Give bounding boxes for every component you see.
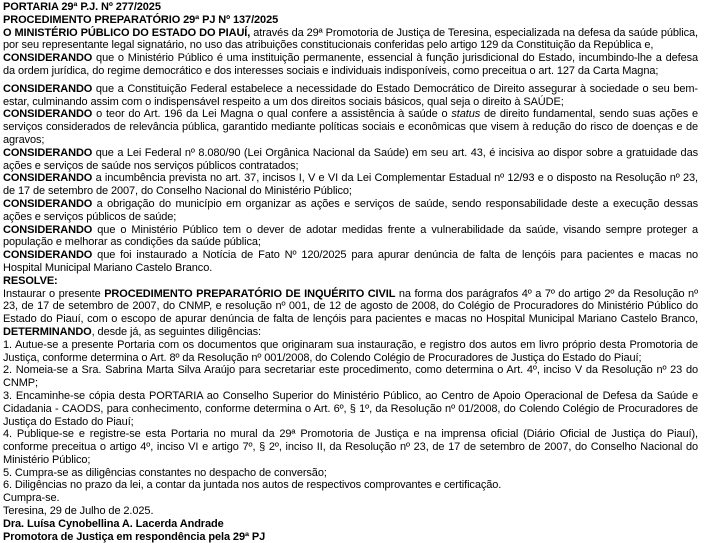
text-run: Cumpra-se. bbox=[3, 492, 60, 505]
paragraph bbox=[3, 52, 698, 78]
text-run: a incumbência prevista no art. 37, incisos I, V e VI da Lei Complementar Estadual nº 12/93 e o disposto na Resolução nº 23, de 17 de setembro de 2007, do Conselho Nacional do Ministério Público; bbox=[3, 172, 698, 198]
paragraph bbox=[3, 505, 698, 518]
text-run: de direito fundamental, sendo suas ações e serviços considerados de relevância pública, garantido mediante políticas sociais e econômicas que visem à redução do risco de doenças e de agravos; bbox=[3, 108, 698, 146]
paragraph bbox=[3, 288, 698, 339]
paragraph bbox=[3, 275, 698, 288]
text-run: , desde já, as seguintes diligências: bbox=[91, 325, 261, 338]
text-run: o teor do Art. 196 da Lei Magna o qual confere a assistência à saúde o bbox=[92, 108, 452, 121]
paragraph bbox=[3, 428, 698, 466]
paragraph bbox=[3, 198, 698, 224]
bold-text-run: CONSIDERANDO bbox=[3, 172, 93, 185]
bold-text-run: CONSIDERANDO bbox=[3, 223, 93, 236]
text-run: que foi instaurado a Notícia de Fato Nº 120/2025 para apurar denúncia de falta de lençóis para pacientes e macas no Hospital Municipal Mariano Castelo Branco. bbox=[3, 249, 698, 274]
text-run: 4. Publique-se e registre-se esta Portaria no mural da 29ª Promotoria de Justiça e na imprensa oficial (Diário Oficial de Justiça do Piauí), conforme preceitua o artigo 4º, inciso VI e artigo 7º, § 2º, inciso II, da Resolução nº 23, de 17 de setembro de 2007, do Conselho Nacional do Ministério Público; bbox=[3, 428, 698, 466]
paragraph bbox=[3, 14, 698, 27]
bold-text-run: CONSIDERANDO bbox=[3, 82, 93, 95]
paragraph bbox=[3, 492, 698, 505]
paragraph bbox=[3, 339, 698, 365]
text-run: 5. Cumpra-se as diligências constantes no despacho de conversão; bbox=[3, 466, 327, 479]
paragraph bbox=[3, 83, 698, 109]
italic-text-run: status bbox=[451, 108, 481, 121]
bold-text-run: PORTARIA 29ª P.J. Nº 277/2025 bbox=[3, 1, 161, 13]
paragraph bbox=[3, 172, 698, 198]
text-run: através da 29ª Promotoria de Justiça de Teresina, especializada na defesa da saúde pública, por seu representante legal signatário, no uso das atribuições constitucionais conferidas pelo artigo 129 da Constituição da República e, bbox=[3, 26, 698, 52]
text-run: 3. Encaminhe-se cópia desta PORTARIA ao Conselho Superior do Ministério Público, ao Centro de Apoio Operacional de Defesa da Saúde e Cidadania - CAODS, para conhecimento, conforme determina o Art. 6º, § 1º, da Resolução nº 01/2008, do Colendo Colégio de Procuradores de Justiça do Estado do Piauí; bbox=[3, 389, 698, 428]
bold-text-run: CONSIDERANDO bbox=[3, 108, 93, 121]
text-run: 6. Diligências no prazo da lei, a contar da juntada nos autos de respectivos comprovantes e certificação. bbox=[3, 479, 502, 492]
text-run: Teresina, 29 de Julho de 2.025. bbox=[3, 505, 154, 518]
bold-text-run: DETERMINANDO bbox=[3, 325, 92, 338]
paragraph bbox=[3, 479, 698, 492]
paragraph bbox=[3, 518, 698, 531]
text-run: que o Ministério Público é uma instituição permanente, essencial à função jurisdicional do Estado, incumbindo-lhe a defesa da ordem jurídica, do regime democrático e dos interesses sociais e individuais indisponíveis, como preceitua o art. 127 da Carta Magna; bbox=[3, 52, 698, 77]
bold-text-run: O MINISTÉRIO PÚBLICO DO ESTADO DO PIAUÍ, bbox=[3, 26, 251, 39]
text-run: 2. Nomeia-se a Sra. Sabrina Marta Silva Araújo para secretariar este procedimento, como determina o Art. 4º, inciso V da Resolução nº 23 do CNMP; bbox=[3, 364, 698, 390]
text-run: na forma dos parágrafos 4º a 7º do artigo 2º da Resolução nº 23, de 17 de setembro de 2007, do CNMP, e resolução nº 001, de 12 de agosto de 2008, do Colégio de Procuradores do Ministério Público do Estado do Piauí, com o escopo de apurar denúncia de falta de lençóis para pacientes e macas no Hospital Municipal Mariano Castelo Branco, bbox=[3, 287, 698, 326]
paragraph bbox=[3, 1, 698, 14]
text-run: que a Constituição Federal estabelece a necessidade do Estado Democrático de Direito assegurar à sociedade o seu bem-estar, culminando assim com o indispensável respeito a um dos direitos sociais básicos, qual seja o direito à SAÚDE; bbox=[3, 82, 698, 108]
text-run: 1. Autue-se a presente Portaria com os documentos que originaram sua instauração, e registro dos autos em livro próprio desta Promotoria de Justiça, conforme determina o Art. 8º da Resolução nº 001/2008, do Colendo Colégio de Procuradores de Justiça do Estado do Piauí; bbox=[3, 338, 698, 364]
bold-text-run: CONSIDERANDO bbox=[3, 52, 93, 65]
paragraph bbox=[3, 27, 698, 53]
bold-text-run: CONSIDERANDO bbox=[3, 146, 93, 159]
paragraph bbox=[3, 364, 698, 390]
text-run: que o Ministério Público tem o dever de adotar medidas frente a vulnerabilidade da saúde, visando sempre proteger a população e melhorar as condições da saúde pública; bbox=[3, 223, 698, 249]
paragraph bbox=[3, 390, 698, 428]
text-run: que a Lei Federal nº 8.080/90 (Lei Orgânica Nacional da Saúde) em seu art. 43, é incisiva ao dispor sobre a gratuidade das ações e serviços de saúde nos serviços públicos contratados; bbox=[3, 146, 698, 172]
paragraph bbox=[3, 108, 698, 146]
bold-text-run: CONSIDERANDO bbox=[3, 197, 93, 210]
paragraph bbox=[3, 531, 698, 543]
paragraph bbox=[3, 224, 698, 250]
paragraph bbox=[3, 249, 698, 275]
bold-text-run: PROCEDIMENTO PREPARATÓRIO DE INQUÉRITO CIVIL bbox=[104, 287, 396, 300]
bold-text-run: Dra. Luísa Cynobellina A. Lacerda Andrade bbox=[3, 517, 224, 530]
bold-text-run: Promotora de Justiça em respondência pela 29ª PJ bbox=[3, 530, 266, 543]
paragraph bbox=[3, 147, 698, 173]
paragraph bbox=[3, 467, 698, 480]
bold-text-run: PROCEDIMENTO PREPARATÓRIO 29ª PJ Nº 137/2025 bbox=[3, 13, 279, 26]
bold-text-run: RESOLVE: bbox=[3, 274, 58, 287]
bold-text-run: CONSIDERANDO bbox=[3, 249, 93, 262]
text-run: a obrigação do município em organizar as ações e serviços de saúde, sendo responsabilidade deste a execução dessas ações e serviços públicos de saúde; bbox=[3, 197, 698, 223]
text-run: Instaurar o presente bbox=[3, 287, 105, 300]
